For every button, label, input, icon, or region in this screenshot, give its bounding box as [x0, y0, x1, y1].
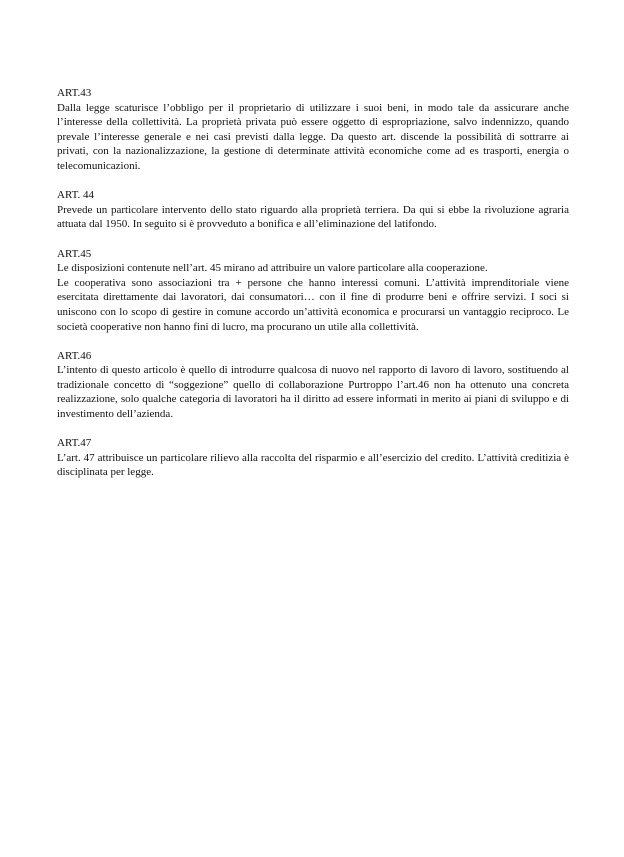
article-paragraph: Dalla legge scaturisce l’obbligo per il proprietario di utilizzare i suoi beni, in modo tale da assicurare anche l’interesse della collettività. La proprietà privata può essere oggetto di espropriazione, salvo indennizzo, quando prevale l’interesse generale e nei casi previsti dalla legge. Da questo art. discende la possibilità di sottrarre ai privati, con la nazionalizzazione, la gestione di determinate attività economiche come ad es trasporti, energia o telecomunicazioni.: [57, 101, 569, 172]
article-title: ART.47: [57, 437, 92, 450]
article-45: [57, 247, 569, 335]
article-46: [57, 349, 569, 422]
article-paragraph: Le disposizioni contenute nell’art. 45 mirano ad attribuire un valore particolare alla cooperazione.: [57, 262, 488, 275]
article-paragraph: L’art. 47 attribuisce un particolare rilievo alla raccolta del risparmio e all’esercizio del credito. L’attività creditizia è disciplinata per legge.: [57, 451, 569, 479]
article-title: ART.43: [57, 87, 92, 99]
article-paragraph: L’intento di questo articolo è quello di introdurre qualcosa di nuovo nel rapporto di lavoro di lavoro, sostituendo al tradizionale concetto di “soggezione” quello di collaborazione Purtroppo l’art.46 non ha ottenuto una concreta realizzazione, solo qualche categoria di lavoratori ha il diritto ad essere informati in merito ai piani di sviluppo e di investimento dell’azienda.: [57, 364, 569, 421]
article-title: ART.46: [57, 349, 92, 362]
article-title: ART.45: [57, 247, 92, 260]
article-47: [57, 436, 569, 480]
article-44: [57, 188, 569, 232]
article-paragraph: Le cooperativa sono associazioni tra + persone che hanno interessi comuni. L’attività imprenditoriale viene esercitata direttamente dai lavoratori, dai consumatori… con il fine di produrre beni e offrire servizi. I soci si uniscono con lo scopo di gestire in comune accordo un’attività economica e procurarsi un vantaggio reciproco. Le società cooperative non hanno fini di lucro, ma procurano un utile alla collettività.: [57, 276, 569, 333]
document-page: [57, 86, 569, 495]
article-paragraph: Prevede un particolare intervento dello stato riguardo alla proprietà terriera. Da qui si ebbe la rivoluzione agraria attuata dal 1950. In seguito si è provveduto a bonifica e all’eliminazione del latifondo.: [57, 203, 569, 231]
article-43: [57, 86, 569, 174]
article-title: ART. 44: [57, 189, 95, 202]
